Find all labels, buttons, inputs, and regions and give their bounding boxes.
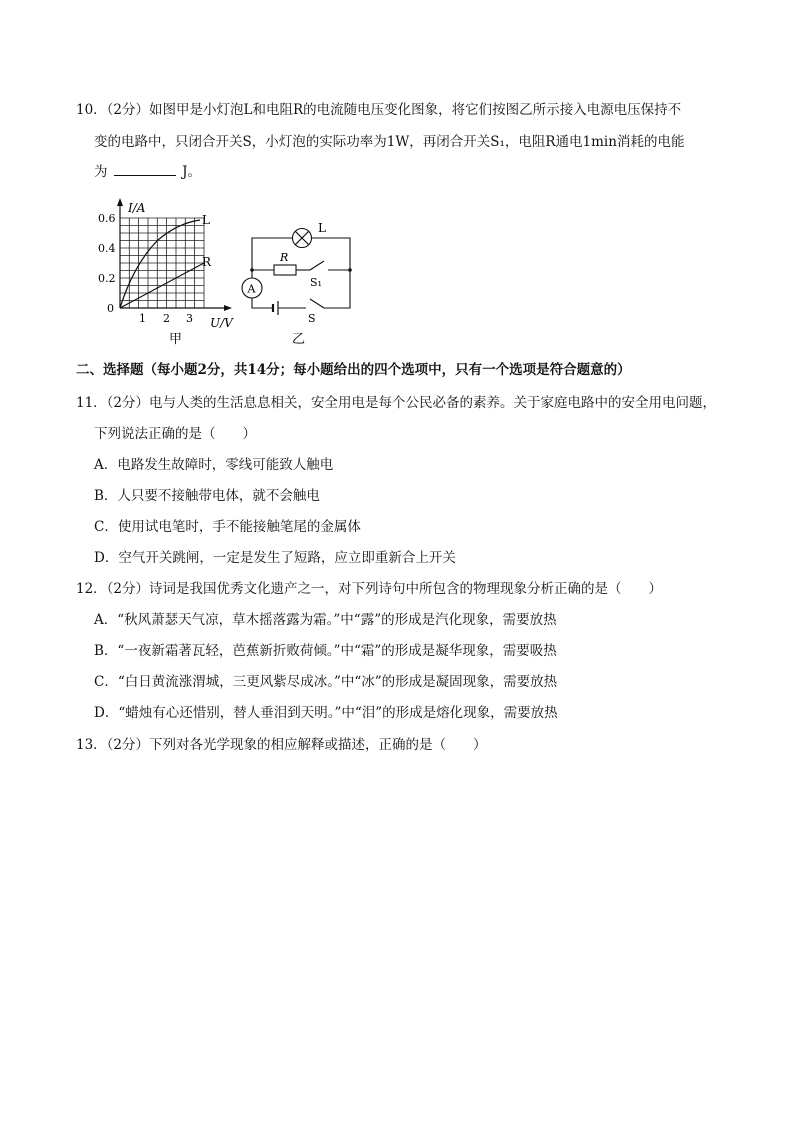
q13-line-1: 13．（2分）下列对各光学现象的相应解释或描述，正确的是（ ） — [76, 737, 487, 753]
q10-line-3-suffix: J。 — [182, 164, 202, 180]
section-2-heading: 二、选择题（每小题2分，共14分；每小题给出的四个选项中，只有一个选项是符合题意的） — [76, 362, 631, 378]
q11-option-d: D．空气开关跳闸，一定是发生了短路，应立即重新合上开关 — [94, 550, 456, 566]
q12-option-b: B．“一夜新霜著瓦轻，芭蕉新折败荷倾。”中“霜”的形成是凝华现象，需要吸热 — [94, 643, 557, 659]
figure-yi-circuit — [232, 216, 372, 350]
switch-s1-blade — [310, 261, 324, 270]
wire — [252, 298, 273, 308]
q12-option-a: A．“秋风萧瑟天气凉，草木摇落露为霜。”中“露”的形成是汽化现象，需要放热 — [94, 612, 557, 628]
line-r-label: R — [202, 255, 212, 269]
y-tick-label: 0.6 — [98, 212, 116, 225]
q12-option-d: D．“蜡烛有心还惜别，替人垂泪到天明。”中“泪”的形成是熔化现象，需要放热 — [94, 705, 558, 721]
q11-option-a: A．电路发生故障时，零线可能致人触电 — [94, 457, 334, 473]
q10-line-3-prefix: 为 — [94, 164, 108, 180]
q11-option-b: B．人只要不接触带电体，就不会触电 — [94, 488, 320, 504]
resistor-r — [274, 265, 296, 275]
q12-option-c: C．“白日黄流涨渭城，三更风紫尽成冰。”中“冰”的形成是凝固现象，需要放热 — [94, 674, 558, 690]
x-tick-label: 3 — [186, 312, 193, 325]
x-tick-label: 1 — [139, 312, 146, 325]
graph-grid — [120, 218, 204, 308]
q10-answer-blank — [114, 163, 176, 176]
y-tick-label: 0.2 — [98, 272, 116, 285]
wire — [324, 270, 350, 308]
figure-jia-iu-graph — [96, 196, 246, 346]
junction-dot — [348, 268, 352, 272]
x-tick-label: 2 — [163, 312, 170, 325]
q11-line-2: 下列说法正确的是（ ） — [94, 426, 256, 442]
q11-option-c: C．使用试电笔时，手不能接触笔尾的金属体 — [94, 519, 361, 535]
q10-line-1: 10．（2分）如图甲是小灯泡L和电阻R的电流随电压变化图象，将它们按图乙所示接入电源电压保持不 — [76, 102, 682, 118]
lamp-label: L — [318, 221, 326, 235]
q10-line-2: 变的电路中，只闭合开关S，小灯泡的实际功率为1W，再闭合开关S₁，电阻R通电1min消耗的电能 — [94, 134, 685, 150]
y-tick-label: 0.4 — [98, 242, 116, 255]
resistor-label: R — [280, 251, 289, 264]
switch-s1-label: S₁ — [310, 276, 322, 289]
y-axis-arrow — [117, 198, 123, 206]
x-axis-label: U/V — [210, 316, 233, 330]
figure-jia-caption: 甲 — [169, 332, 183, 346]
junction-dot — [250, 268, 254, 272]
q12-line-1: 12．（2分）诗词是我国优秀文化遗产之一，对下列诗句中所包含的物理现象分析正确的是（ ） — [76, 581, 663, 597]
x-axis-arrow — [224, 305, 232, 311]
switch-s-label: S — [308, 312, 316, 325]
q10-line-3 — [94, 163, 201, 181]
y-axis-label: I/A — [128, 201, 146, 215]
q11-line-1: 11．（2分）电与人类的生活息息相关，安全用电是每个公民必备的素养。关于家庭电路中的安全用电问题， — [76, 395, 717, 411]
switch-s-blade — [310, 299, 324, 308]
ammeter-label: A — [247, 282, 256, 296]
curve-l-label: L — [202, 213, 210, 227]
figure-yi-caption: 乙 — [292, 332, 306, 347]
y-tick-label: 0 — [107, 302, 114, 315]
